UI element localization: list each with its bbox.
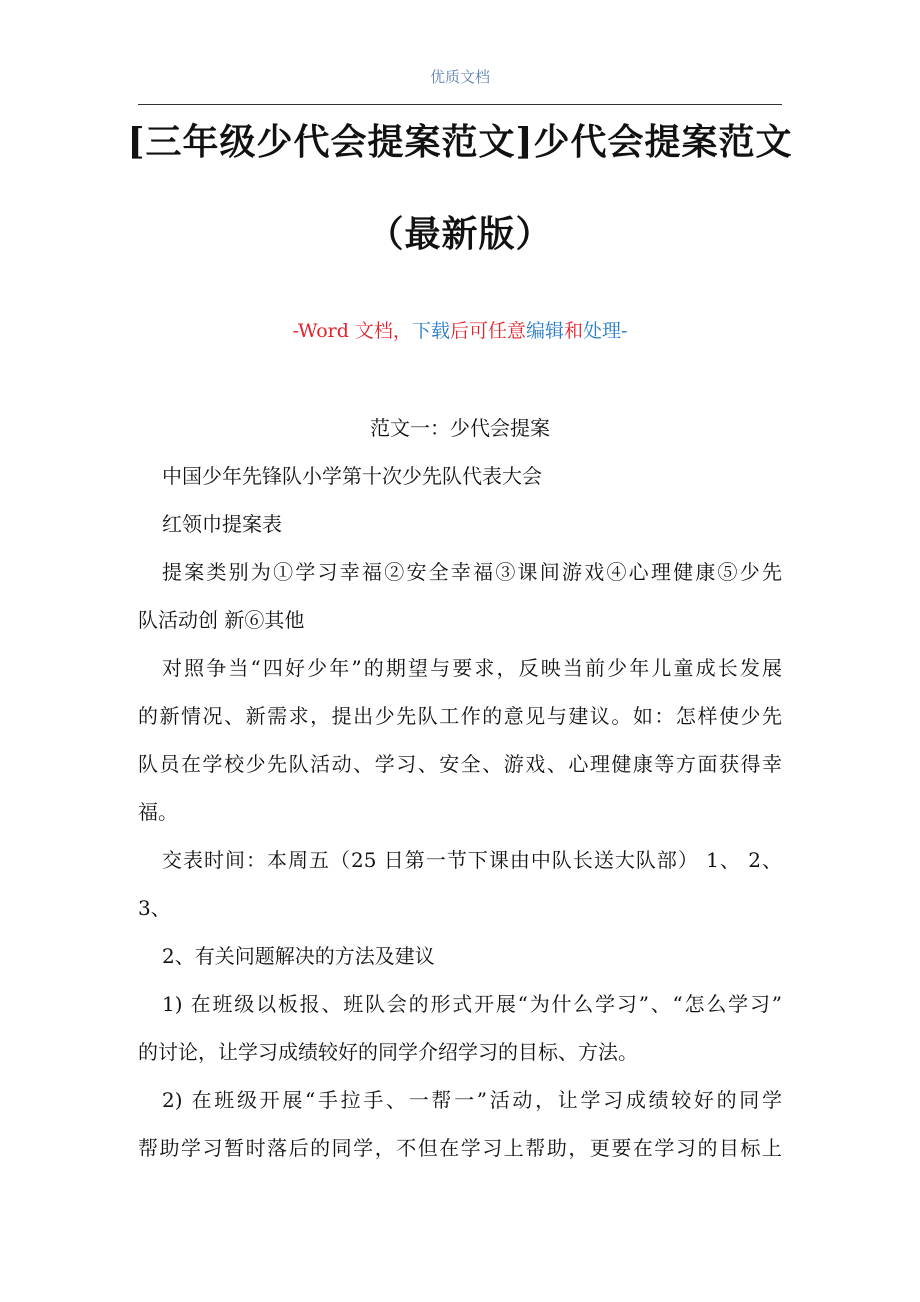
subtitle-part: 编辑 (525, 320, 564, 342)
body-line: 的新情况、新需求，提出少先队工作的意见与建议。如：怎样使少先 (138, 704, 782, 728)
body-line: 2) 在班级开展“手拉手、一帮一”活动，让学习成绩较好的同学 (162, 1088, 782, 1112)
body-line: 队员在学校少先队活动、学习、安全、游戏、心理健康等方面获得幸 (138, 752, 782, 776)
subtitle-part: 处理- (583, 320, 628, 342)
body-line: 交表时间：本周五（25 日第一节下课由中队长送大队部） 1、 2、 (162, 848, 782, 872)
subtitle-part: 后可任意 (449, 320, 526, 342)
title-line-2: （最新版） (367, 213, 553, 255)
subtitle-part: 下载 (411, 320, 450, 342)
body-line: 3、 (138, 896, 171, 920)
subtitle-notice (0, 316, 920, 343)
header-divider (138, 104, 782, 105)
body-line: 队活动创 新⑥其他 (138, 608, 305, 632)
body-line: 2、有关问题解决的方法及建议 (162, 944, 435, 968)
subtitle-part: -Word 文档， (292, 320, 412, 342)
body-line: 福。 (138, 800, 178, 824)
body-line: 的讨论，让学习成绩较好的同学介绍学习的目标、方法。 (138, 1040, 638, 1064)
page-header: 优质文档 (429, 68, 490, 86)
title-line-1: [三年级少代会提案范文]少代会提案范文 (127, 121, 793, 163)
body-line: 对照争当“四好少年”的期望与要求，反映当前少年儿童成长发展 (162, 656, 782, 680)
subtitle-part: 和 (563, 320, 583, 342)
body-line: 1) 在班级以板报、班队会的形式开展“为什么学习”、“怎么学习” (162, 992, 782, 1016)
section-heading: 范文一：少代会提案 (370, 416, 550, 440)
body-line: 提案类别为①学习幸福②安全幸福③课间游戏④心理健康⑤少先 (162, 560, 782, 584)
body-line: 红领巾提案表 (162, 512, 282, 536)
body-line: 中国少年先锋队小学第十次少先队代表大会 (162, 464, 542, 488)
body-line: 帮助学习暂时落后的同学，不但在学习上帮助，更要在学习的目标上 (138, 1136, 782, 1160)
